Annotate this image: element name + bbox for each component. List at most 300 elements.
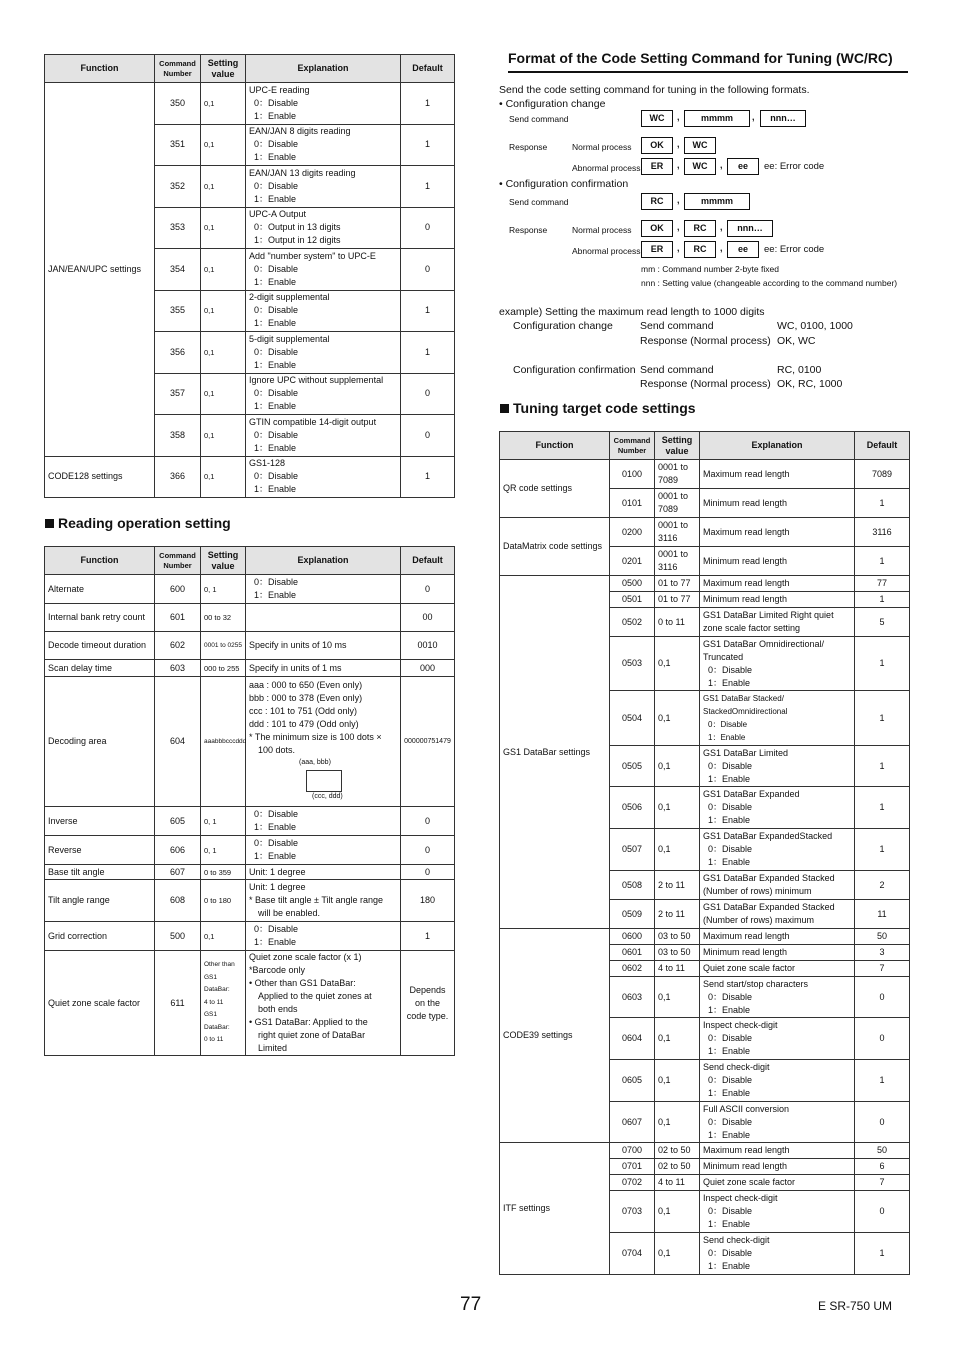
jan-code128-settings-table — [44, 54, 455, 498]
default-cell: 1 — [401, 456, 455, 498]
format-title: Format of the Code Setting Command for Tuning (WC/RC) — [508, 50, 908, 73]
explanation-line: Unit: 1 degree — [249, 866, 306, 877]
explanation-line: Applied to the quiet zones at — [258, 991, 372, 1001]
command-number-cell: 0101 — [610, 489, 655, 518]
setting-value-cell: 02 to 50 — [655, 1159, 700, 1175]
comma: , — [720, 243, 723, 253]
table-row — [45, 83, 455, 125]
setting-value-cell: 0,1 — [655, 1018, 700, 1060]
explanation-line: 0：Disable — [254, 263, 299, 274]
explanation-line: Send start/stop characters — [703, 978, 809, 989]
command-number-cell: 607 — [155, 865, 201, 880]
setting-value-cell: 0,1 — [201, 456, 246, 498]
explanation-cell — [246, 124, 401, 166]
explanation-line: 1：Output in 12 digits — [254, 235, 341, 246]
default-cell: 0 — [401, 249, 455, 291]
default-cell: 7 — [855, 961, 910, 977]
example-confirm-label: Configuration confirmation — [513, 364, 636, 376]
explanation-line: * Base tilt angle ± Tilt angle range — [249, 895, 384, 905]
explanation-line: Minimum read length — [703, 1161, 788, 1171]
explanation-line: 1：Enable — [708, 773, 751, 784]
explanation-cell — [700, 1018, 855, 1060]
table-row — [500, 460, 910, 489]
function-cell: Tilt angle range — [45, 880, 155, 922]
setting-value-cell: 0,1 — [201, 415, 246, 457]
default-cell: 0010 — [401, 632, 455, 660]
explanation-cell — [700, 592, 855, 608]
explanation-line: GS1 DataBar Expanded Stacked — [703, 873, 835, 883]
explanation-cell — [246, 951, 401, 1056]
config-change-label: • Configuration change — [499, 98, 606, 110]
setting-value-line: 4 to 11 — [204, 998, 224, 1006]
setting-value-cell: 0,1 — [201, 373, 246, 415]
cmd-box-mmmm: mmmm — [684, 193, 750, 210]
function-cell: Base tilt angle — [45, 865, 155, 880]
explanation-cell — [700, 608, 855, 637]
explanation-line: StackedOmnidirectional — [703, 707, 788, 716]
setting-value-cell: 0001 to 0255 — [201, 632, 246, 660]
default-cell: 3 — [855, 945, 910, 961]
explanation-line: 1：Enable — [254, 484, 297, 495]
explanation-cell — [700, 787, 855, 829]
explanation-line: 1：Enable — [254, 359, 297, 370]
explanation-line: 0：Disable — [708, 1248, 753, 1258]
default-cell: 1 — [401, 290, 455, 332]
tuning-heading — [500, 400, 696, 416]
explanation-line: GS1 DataBar Limited Right quiet — [703, 610, 834, 620]
default-cell: 7 — [855, 1175, 910, 1191]
comma: , — [677, 195, 680, 205]
explanation-line: Inspect check-digit — [703, 1020, 778, 1030]
explanation-line: Minimum read length — [703, 594, 788, 604]
default-cell: 1 — [855, 746, 910, 787]
command-number-cell: 0501 — [610, 592, 655, 608]
explanation-line: bbb : 000 to 378 (Even only) — [249, 692, 363, 703]
setting-value-cell: 0, 1 — [201, 836, 246, 865]
example-send-label: Send command — [640, 320, 714, 332]
resp-box-ok: OK — [641, 220, 673, 237]
explanation-cell — [700, 547, 855, 576]
setting-value-cell: 0,1 — [655, 691, 700, 746]
command-number-cell: 611 — [155, 951, 201, 1056]
default-cell: 2 — [855, 871, 910, 900]
explanation-line: 1：Enable — [254, 152, 297, 163]
default-line: Depends — [409, 984, 446, 995]
setting-value-cell: 01 to 77 — [655, 592, 700, 608]
setting-value-cell: aaabbbcccddd — [201, 677, 246, 807]
explanation-line: 0：Disable — [708, 802, 753, 812]
explanation-line: EAN/JAN 13 digits reading — [249, 167, 356, 178]
explanation-line: aaa : 000 to 650 (Even only) — [249, 679, 363, 690]
explanation-line: Maximum read length — [703, 578, 790, 588]
explanation-line: EAN/JAN 8 digits reading — [249, 126, 351, 137]
command-number-cell: 0508 — [610, 871, 655, 900]
example-title: example) Setting the maximum read length to 1000 digits — [499, 306, 765, 318]
explanation-cell — [246, 290, 401, 332]
default-cell: 1 — [855, 592, 910, 608]
explanation-cell — [700, 637, 855, 691]
example-send-label: Send command — [640, 364, 714, 376]
explanation-line: (Number of rows) minimum — [703, 886, 812, 896]
default-cell: 1 — [855, 787, 910, 829]
command-number-cell: 0502 — [610, 608, 655, 637]
explanation-line: 0：Disable — [708, 1075, 753, 1085]
command-number-cell: 351 — [155, 124, 201, 166]
function-cell: DataMatrix code settings — [500, 518, 610, 576]
resp-box-er: ER — [641, 158, 673, 175]
explanation-cell — [246, 604, 401, 632]
table-row — [45, 807, 455, 836]
command-number-cell: 0607 — [610, 1102, 655, 1143]
explanation-cell — [700, 961, 855, 977]
command-number-cell: 0506 — [610, 787, 655, 829]
header-command-number: Command Number — [610, 432, 655, 460]
explanation-line: Minimum read length — [703, 555, 788, 566]
explanation-cell — [700, 460, 855, 489]
table-row — [45, 880, 455, 922]
comma: , — [677, 243, 680, 253]
default-cell: 1 — [855, 489, 910, 518]
example-response-label: Response (Normal process) — [640, 378, 771, 390]
explanation-cell — [246, 807, 401, 836]
nnn-note: nnn : Setting value (changeable according to the command number) — [641, 278, 898, 288]
send-command-label: Send command — [509, 197, 569, 207]
setting-value-cell: 0,1 — [655, 637, 700, 691]
example-response-label: Response (Normal process) — [640, 335, 771, 347]
default-cell: 1 — [855, 691, 910, 746]
explanation-line: ccc : 101 to 751 (Odd only) — [249, 705, 358, 716]
setting-value-cell: 0001 to 7089 — [655, 460, 700, 489]
header-explanation: Explanation — [246, 547, 401, 575]
explanation-line: 0：Disable — [254, 346, 299, 357]
explanation-line: *Barcode only — [249, 965, 306, 975]
ee-note: ee: Error code — [764, 244, 825, 255]
setting-value-cell: 0,1 — [655, 829, 700, 871]
setting-value-cell: 0 to 11 — [655, 608, 700, 637]
setting-value-cell: 2 to 11 — [655, 900, 700, 929]
explanation-line: 1：Enable — [708, 815, 751, 825]
table-row — [500, 1143, 910, 1159]
header-default: Default — [401, 547, 455, 575]
command-number-cell: 356 — [155, 332, 201, 374]
explanation-line: 0：Output in 13 digits — [254, 222, 341, 233]
explanation-line: 0：Disable — [708, 1033, 753, 1043]
function-cell: Reverse — [45, 836, 155, 865]
setting-value-line: 0 to 11 — [204, 1036, 224, 1044]
command-number-cell: 0509 — [610, 900, 655, 929]
command-number-cell: 608 — [155, 880, 201, 922]
explanation-line: both ends — [258, 1004, 298, 1014]
command-number-cell: 0503 — [610, 637, 655, 691]
default-cell: 1 — [855, 547, 910, 576]
explanation-line: Maximum read length — [703, 526, 790, 537]
explanation-line: • Other than GS1 DataBar: — [249, 978, 356, 988]
function-cell: Decode timeout duration — [45, 632, 155, 660]
command-number-cell: 603 — [155, 660, 201, 677]
header-setting-value: Setting value — [201, 547, 246, 575]
command-number-cell: 606 — [155, 836, 201, 865]
default-cell: 1 — [855, 637, 910, 691]
explanation-cell — [700, 945, 855, 961]
setting-value-cell: 0,1 — [655, 1191, 700, 1233]
command-number-cell: 0200 — [610, 518, 655, 547]
format-intro: Send the code setting command for tuning in the following formats. — [499, 84, 810, 96]
default-cell: 1 — [401, 922, 455, 951]
explanation-line: Specify in units of 10 ms — [249, 640, 347, 650]
setting-value-cell: 02 to 50 — [655, 1143, 700, 1159]
command-number-cell: 0602 — [610, 961, 655, 977]
explanation-cell — [700, 1191, 855, 1233]
explanation-line: Specify in units of 1 ms — [249, 662, 342, 673]
default-cell: 0 — [401, 207, 455, 249]
explanation-cell — [700, 1159, 855, 1175]
comma: , — [720, 222, 723, 232]
command-number-cell: 0603 — [610, 977, 655, 1018]
tuning-title: Tuning target code settings — [513, 400, 696, 416]
explanation-line: Send check-digit — [703, 1235, 770, 1245]
explanation-cell — [700, 518, 855, 547]
explanation-cell — [700, 746, 855, 787]
setting-value-cell: 0,1 — [201, 124, 246, 166]
command-number-cell: 0605 — [610, 1060, 655, 1102]
explanation-line: * The minimum size is 100 dots × — [249, 731, 382, 742]
command-number-cell: 605 — [155, 807, 201, 836]
default-cell: 0 — [401, 575, 455, 604]
command-number-cell: 358 — [155, 415, 201, 457]
header-setting-value: Setting value — [201, 55, 246, 83]
default-cell: 180 — [401, 880, 455, 922]
cmd-box-rc: RC — [641, 193, 673, 210]
setting-value-cell: 0,1 — [201, 290, 246, 332]
explanation-line: 1：Enable — [708, 1261, 751, 1271]
explanation-line: ddd : 101 to 479 (Odd only) — [249, 718, 359, 729]
default-cell: 1 — [855, 1060, 910, 1102]
explanation-line: Unit: 1 degree — [249, 882, 306, 892]
explanation-line: 0：Disable — [254, 388, 299, 399]
resp-box-ee: ee — [727, 158, 759, 175]
explanation-line: Send check-digit — [703, 1062, 770, 1072]
explanation-cell — [700, 900, 855, 929]
explanation-line: 0：Disable — [254, 429, 299, 440]
command-number-cell: 0704 — [610, 1233, 655, 1275]
explanation-line: 1：Enable — [254, 193, 297, 204]
normal-process-label: Normal process — [572, 142, 632, 152]
send-command-label: Send command — [509, 114, 569, 124]
explanation-line: 0：Disable — [254, 471, 299, 482]
command-number-cell: 0600 — [610, 929, 655, 945]
setting-value-cell: 0,1 — [655, 977, 700, 1018]
setting-value-cell: 0,1 — [655, 1102, 700, 1143]
setting-value-cell: 4 to 11 — [655, 1175, 700, 1191]
explanation-line: 1：Enable — [254, 110, 297, 121]
explanation-line: zone scale factor setting — [703, 623, 801, 633]
comma: , — [677, 222, 680, 232]
tuning-settings-table — [499, 431, 910, 1275]
default-cell: 6 — [855, 1159, 910, 1175]
setting-value-cell: 0,1 — [655, 746, 700, 787]
cmd-box-wc: WC — [641, 110, 673, 127]
explanation-line: 1：Enable — [254, 590, 297, 600]
explanation-line: 1：Enable — [708, 1219, 751, 1229]
explanation-line: 0：Disable — [708, 1206, 753, 1216]
command-number-cell: 0507 — [610, 829, 655, 871]
default-cell: 7089 — [855, 460, 910, 489]
explanation-line: 0：Disable — [254, 838, 299, 848]
function-cell: QR code settings — [500, 460, 610, 518]
resp-box-wc: WC — [684, 137, 716, 154]
explanation-line: 0：Disable — [254, 305, 299, 316]
ee-note: ee: Error code — [764, 161, 825, 172]
function-cell: JAN/EAN/UPC settings — [45, 83, 155, 457]
explanation-line: 0：Disable — [254, 809, 299, 819]
default-cell: 11 — [855, 900, 910, 929]
table-row — [45, 456, 455, 498]
resp-box-rc: RC — [684, 241, 716, 258]
explanation-line: GS1-128 — [249, 458, 286, 469]
explanation-line: 1：Enable — [254, 401, 297, 412]
table-row — [45, 922, 455, 951]
decoding-area-rectangle — [306, 770, 342, 792]
function-cell: Quiet zone scale factor — [45, 951, 155, 1056]
explanation-line: 0：Disable — [708, 844, 753, 854]
setting-value-cell: 0,1 — [201, 83, 246, 125]
command-number-cell: 0700 — [610, 1143, 655, 1159]
resp-box-nnn: nnn… — [727, 220, 773, 237]
header-explanation: Explanation — [246, 55, 401, 83]
default-cell: 1 — [401, 83, 455, 125]
explanation-cell — [700, 929, 855, 945]
default-cell: 0 — [855, 977, 910, 1018]
explanation-line: Add "number system" to UPC-E — [249, 250, 376, 261]
function-cell: Scan delay time — [45, 660, 155, 677]
comma: , — [677, 139, 680, 149]
setting-value-cell: 0,1 — [201, 922, 246, 951]
function-cell: Decoding area — [45, 677, 155, 807]
reading-operation-title: Reading operation setting — [58, 515, 231, 531]
explanation-cell — [700, 691, 855, 746]
command-number-cell: 0702 — [610, 1175, 655, 1191]
explanation-line: 1：Enable — [708, 1129, 751, 1140]
explanation-cell — [246, 207, 401, 249]
table-row — [45, 604, 455, 632]
explanation-line: GS1 DataBar Omnidirectional/ — [703, 638, 825, 649]
comma: , — [677, 160, 680, 170]
setting-value-cell: 0, 1 — [201, 575, 246, 604]
table-row — [500, 929, 910, 945]
setting-value-cell: 0,1 — [655, 1060, 700, 1102]
explanation-line: 1：Enable — [708, 1088, 751, 1098]
resp-box-rc: RC — [684, 220, 716, 237]
setting-value-line: GS1 DataBar: — [204, 1011, 230, 1031]
command-number-cell: 0604 — [610, 1018, 655, 1060]
explanation-line: 1：Enable — [708, 857, 751, 867]
reading-table-body — [45, 575, 455, 1056]
explanation-cell — [246, 880, 401, 922]
header-default: Default — [855, 432, 910, 460]
example-confirm-send: RC, 0100 — [777, 364, 822, 376]
explanation-line: 0：Disable — [708, 991, 753, 1002]
table-row — [45, 660, 455, 677]
table-row — [45, 865, 455, 880]
explanation-cell — [700, 576, 855, 592]
explanation-cell — [246, 865, 401, 880]
default-cell: 0 — [401, 373, 455, 415]
comma: , — [677, 112, 680, 122]
reading-operation-table — [44, 546, 455, 1056]
explanation-line: Inspect check-digit — [703, 1193, 778, 1203]
explanation-line: GS1 DataBar Expanded — [703, 789, 800, 799]
setting-value-cell: 0 to 180 — [201, 880, 246, 922]
explanation-line: 1：Enable — [708, 1004, 751, 1015]
setting-value-cell: 000 to 255 — [201, 660, 246, 677]
explanation-cell — [700, 977, 855, 1018]
explanation-cell — [700, 871, 855, 900]
explanation-cell — [700, 1060, 855, 1102]
explanation-line: Minimum read length — [703, 497, 788, 508]
explanation-cell — [246, 632, 401, 660]
explanation-line: 0：Disable — [254, 180, 299, 191]
explanation-cell — [246, 83, 401, 125]
explanation-line: UPC-E reading — [249, 84, 310, 95]
explanation-cell — [246, 373, 401, 415]
default-cell: 0 — [401, 836, 455, 865]
example-change-label: Configuration change — [513, 320, 613, 332]
explanation-cell — [700, 1102, 855, 1143]
explanation-line: Quiet zone scale factor — [703, 963, 796, 973]
setting-value-line: Other than — [204, 961, 235, 969]
command-number-cell: 0701 — [610, 1159, 655, 1175]
setting-value-cell: 0 to 359 — [201, 865, 246, 880]
setting-value-cell — [201, 951, 246, 1056]
default-cell — [401, 951, 455, 1056]
explanation-cell — [246, 415, 401, 457]
header-setting-value: Setting value — [655, 432, 700, 460]
table-row — [45, 677, 455, 807]
explanation-cell — [246, 332, 401, 374]
explanation-line: GTIN compatible 14-digit output — [249, 416, 377, 427]
figure-top-label: (aaa, bbb) — [299, 758, 331, 766]
default-cell: 50 — [855, 929, 910, 945]
default-cell: 0 — [401, 415, 455, 457]
command-number-cell: 600 — [155, 575, 201, 604]
example-change-response: OK, WC — [777, 335, 816, 347]
explanation-cell — [246, 249, 401, 291]
tuning-table-body — [500, 460, 910, 1275]
explanation-line: Maximum read length — [703, 1145, 790, 1155]
explanation-cell — [246, 677, 401, 807]
figure-bottom-label: (ccc, ddd) — [312, 792, 343, 800]
table-row — [45, 951, 455, 1056]
explanation-cell — [700, 1175, 855, 1191]
setting-value-cell: 0,1 — [201, 166, 246, 208]
explanation-line: Quiet zone scale factor (x 1) — [249, 952, 362, 962]
mm-note: mm : Command number 2-byte fixed — [641, 264, 779, 274]
setting-value-line: GS1 DataBar: — [204, 973, 230, 994]
setting-value-cell: 0,1 — [201, 332, 246, 374]
reading-operation-heading — [45, 515, 231, 531]
header-command-number: Command Number — [155, 547, 201, 575]
comma: , — [720, 160, 723, 170]
setting-value-cell: 0001 to 3116 — [655, 518, 700, 547]
default-cell: 1 — [401, 166, 455, 208]
command-number-cell: 0703 — [610, 1191, 655, 1233]
default-cell: 50 — [855, 1143, 910, 1159]
default-cell: 77 — [855, 576, 910, 592]
explanation-cell — [246, 922, 401, 951]
setting-value-cell: 0001 to 3116 — [655, 547, 700, 576]
explanation-line: UPC-A Output — [249, 209, 307, 220]
explanation-line: 1：Enable — [708, 733, 746, 742]
